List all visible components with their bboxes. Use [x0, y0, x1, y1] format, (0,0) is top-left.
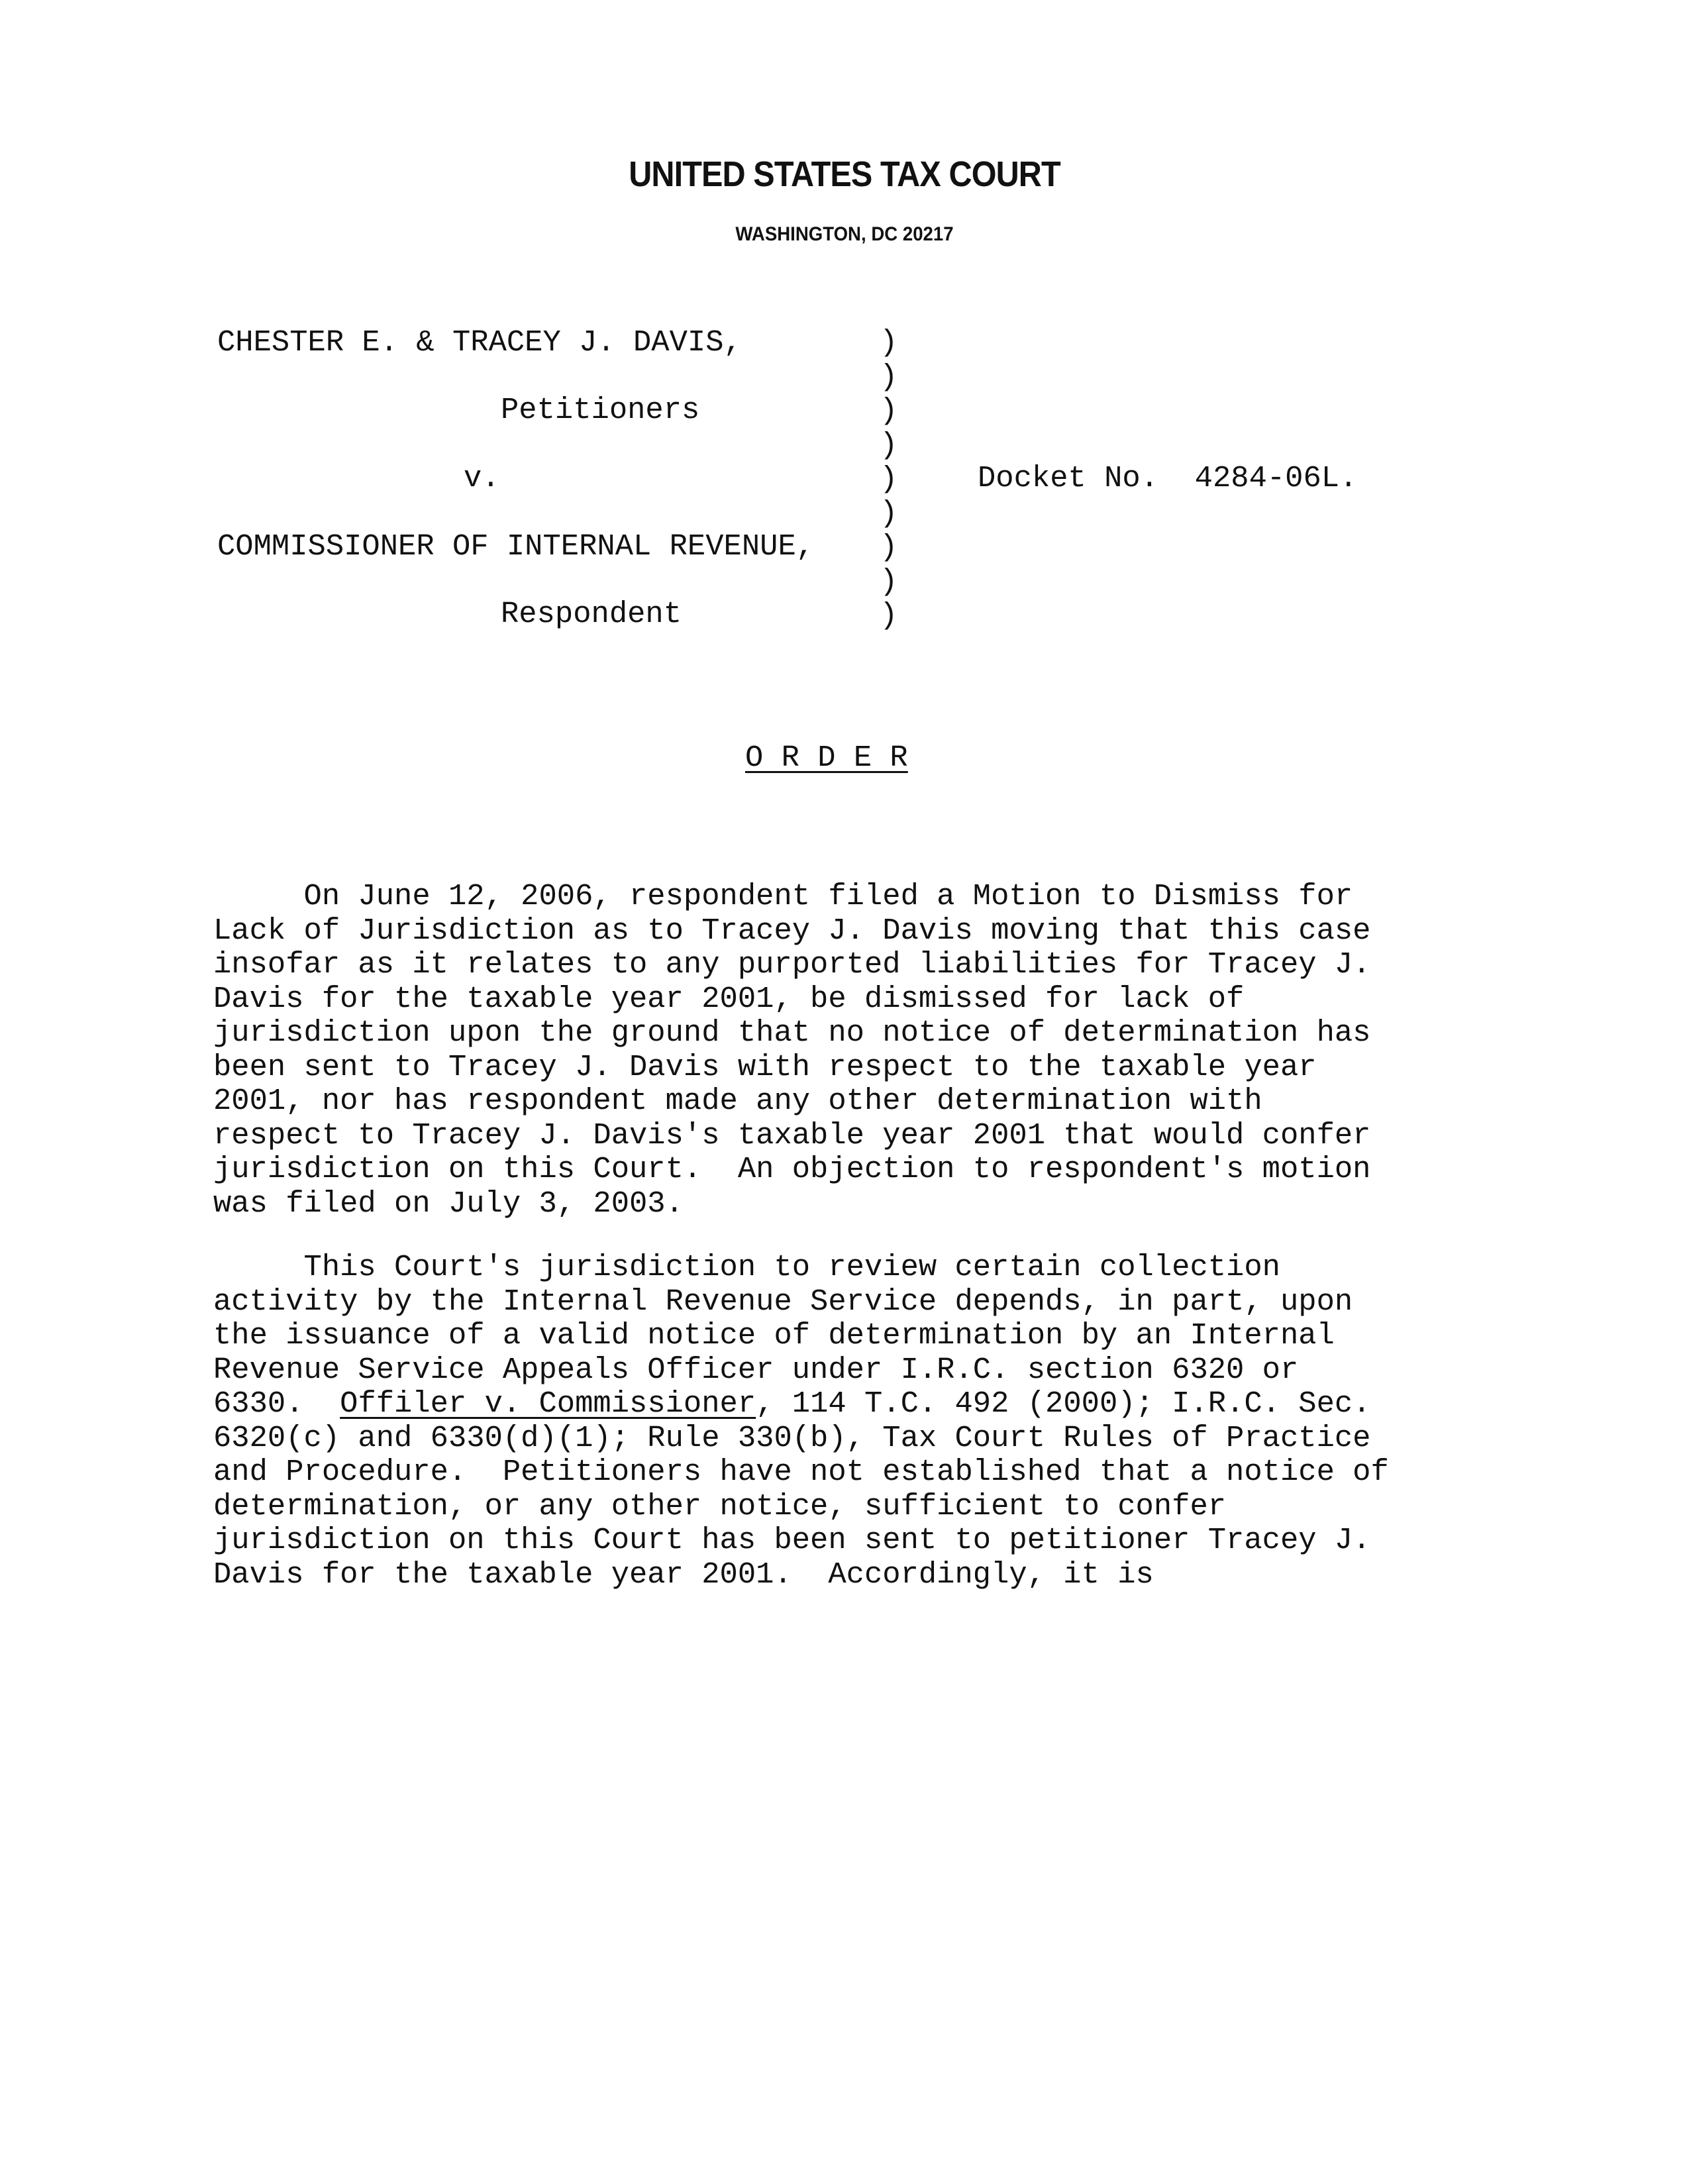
order-paragraph-2: [213, 1251, 1511, 1592]
paragraph-2-text-b: , 114 T.C. 492 (2000); I.R.C. Sec. 6320(c) and 6330(d)(1); Rule 330(b), Tax Court Rules of Practice and Procedure. Petitioners have not established that a notice of determination, or any other notice, sufficient to confer jurisdiction on this Court has been sent to petitioner Tracey J. Davis for the taxable year 2001. Accordingly, it is: [213, 1386, 1389, 1592]
petitioners-label: Petitioners: [501, 393, 700, 427]
order-title: O R D E R: [745, 741, 908, 775]
petitioners-names: CHESTER E. & TRACEY J. DAVIS,: [217, 325, 742, 360]
respondent-name: COMMISSIONER OF INTERNAL REVENUE,: [217, 529, 815, 564]
order-paragraph-1: On June 12, 2006, respondent filed a Motion to Dismiss for Lack of Jurisdiction as to Tracey J. Davis moving that this case insofar as it relates to any purported liabilities for Tracey J. Davis for the taxable year 2001, be dismissed for lack of jurisdiction upon the ground that no notice of determination has been sent to Tracey J. Davis with respect to the taxable year 2001, nor has respondent made any other determination with respect to Tracey J. Davis's taxable year 2001 that would confer jurisdiction on this Court. An objection to respondent's motion was filed on July 3, 2003.: [213, 879, 1371, 1221]
versus-label: v.: [464, 461, 500, 495]
caption-parentheses: ) ) ) ) ) ) ) ) ): [880, 325, 898, 633]
paragraph-2-text-a: This Court's jurisdiction to review certain collection activity by the Internal Revenue Service depends, in part, upon the issuance of a valid notice of determination by an Internal Revenue Service Appeals Officer under I.R.C. section 6320 or 6330.: [213, 1250, 1353, 1421]
docket-line: [978, 462, 1357, 496]
docket-number: 4284-06L.: [1194, 461, 1358, 495]
court-address: WASHINGTON, DC 20217: [735, 223, 954, 245]
docket-label: Docket No.: [978, 461, 1159, 495]
respondent-label: Respondent: [501, 597, 682, 631]
case-citation: Offiler v. Commissioner: [340, 1386, 756, 1421]
court-name: UNITED STATES TAX COURT: [629, 154, 1060, 194]
